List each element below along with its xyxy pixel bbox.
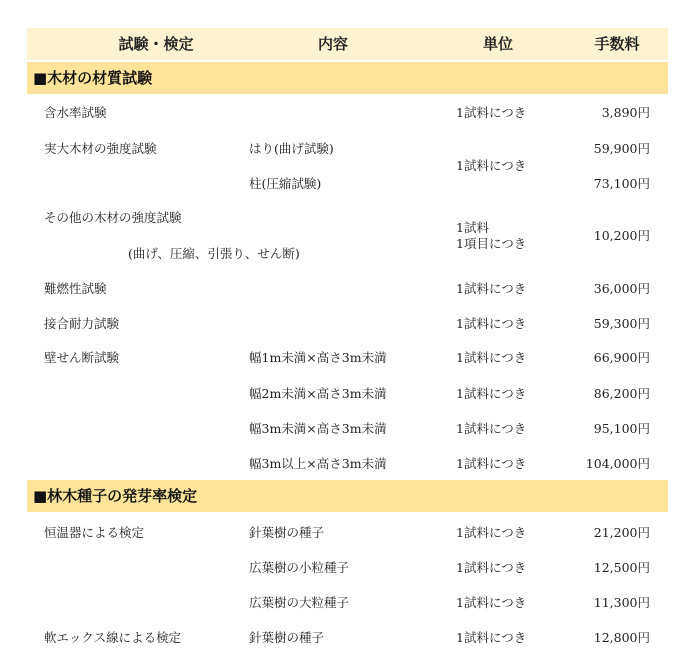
row-unit: 1試料につき bbox=[456, 105, 527, 120]
row-fee: 104,000円 bbox=[585, 456, 650, 471]
section-title: ■林木種子の発芽率検定 bbox=[33, 487, 198, 505]
row-unit: 1試料につき bbox=[456, 456, 527, 471]
row-content: 針葉樹の種子 bbox=[249, 525, 325, 540]
row-unit: 1試料につき bbox=[456, 316, 527, 331]
header-unit: 単位 bbox=[482, 35, 514, 53]
row-fee: 11,300円 bbox=[593, 595, 650, 610]
row-fee: 59,300円 bbox=[593, 316, 650, 331]
row-content: 幅1m未満×高さ3m未満 bbox=[249, 350, 387, 365]
header-fee: 手数料 bbox=[594, 35, 640, 53]
row-name: 壁せん断試験 bbox=[44, 350, 120, 365]
row-unit: 1項目につき bbox=[456, 236, 527, 251]
row-fee: 12,800円 bbox=[593, 630, 650, 645]
row-fee: 12,500円 bbox=[593, 560, 650, 575]
row-fee: 36,000円 bbox=[593, 281, 650, 296]
row-fee: 21,200円 bbox=[593, 525, 650, 540]
row-unit: 1試料につき bbox=[456, 158, 527, 173]
row-content: 柱(圧縮試験) bbox=[249, 176, 322, 191]
row-content: 広葉樹の大粒種子 bbox=[249, 595, 350, 610]
row-fee: 95,100円 bbox=[593, 421, 650, 436]
row-name: 実大木材の強度試験 bbox=[44, 141, 157, 156]
section-title: ■木材の材質試験 bbox=[33, 69, 153, 87]
row-unit: 1試料につき bbox=[456, 525, 527, 540]
row-content: はり(曲げ試験) bbox=[249, 141, 334, 156]
row-content: 幅2m未満×高さ3m未満 bbox=[249, 386, 387, 401]
row-name: 恒温器による検定 bbox=[44, 525, 145, 540]
table-header bbox=[27, 28, 668, 60]
row-fee: 73,100円 bbox=[593, 176, 650, 191]
row-content: 幅3m未満×高さ3m未満 bbox=[249, 421, 387, 436]
row-fee: 3,890円 bbox=[601, 105, 650, 120]
row-unit: 1試料につき bbox=[456, 560, 527, 575]
row-name: 含水率試験 bbox=[44, 105, 107, 120]
row-subtext: (曲げ、圧縮、引張り、せん断) bbox=[128, 246, 300, 261]
row-content: 針葉樹の種子 bbox=[249, 630, 325, 645]
section-wood-material-test bbox=[27, 62, 668, 94]
row-fee: 59,900円 bbox=[593, 141, 650, 156]
row-name: 接合耐力試験 bbox=[44, 316, 120, 331]
row-fee: 10,200円 bbox=[593, 228, 650, 243]
header-test: 試験・検定 bbox=[118, 35, 194, 53]
row-name: 難燃性試験 bbox=[44, 281, 107, 296]
row-unit: 1試料につき bbox=[456, 595, 527, 610]
row-unit: 1試料につき bbox=[456, 421, 527, 436]
row-content: 広葉樹の小粒種子 bbox=[249, 560, 350, 575]
row-fee: 66,900円 bbox=[593, 350, 650, 365]
row-name: 軟エックス線による検定 bbox=[44, 630, 182, 645]
row-unit: 1試料 bbox=[456, 220, 489, 235]
row-fee: 86,200円 bbox=[593, 386, 650, 401]
row-unit: 1試料につき bbox=[456, 281, 527, 296]
row-unit: 1試料につき bbox=[456, 386, 527, 401]
row-unit: 1試料につき bbox=[456, 350, 527, 365]
header-content: 内容 bbox=[317, 35, 349, 53]
row-unit: 1試料につき bbox=[456, 630, 527, 645]
section-seed-germination-test bbox=[27, 480, 668, 512]
row-name: その他の木材の強度試験 bbox=[44, 210, 182, 225]
row-content: 幅3m以上×高さ3m未満 bbox=[249, 456, 387, 471]
